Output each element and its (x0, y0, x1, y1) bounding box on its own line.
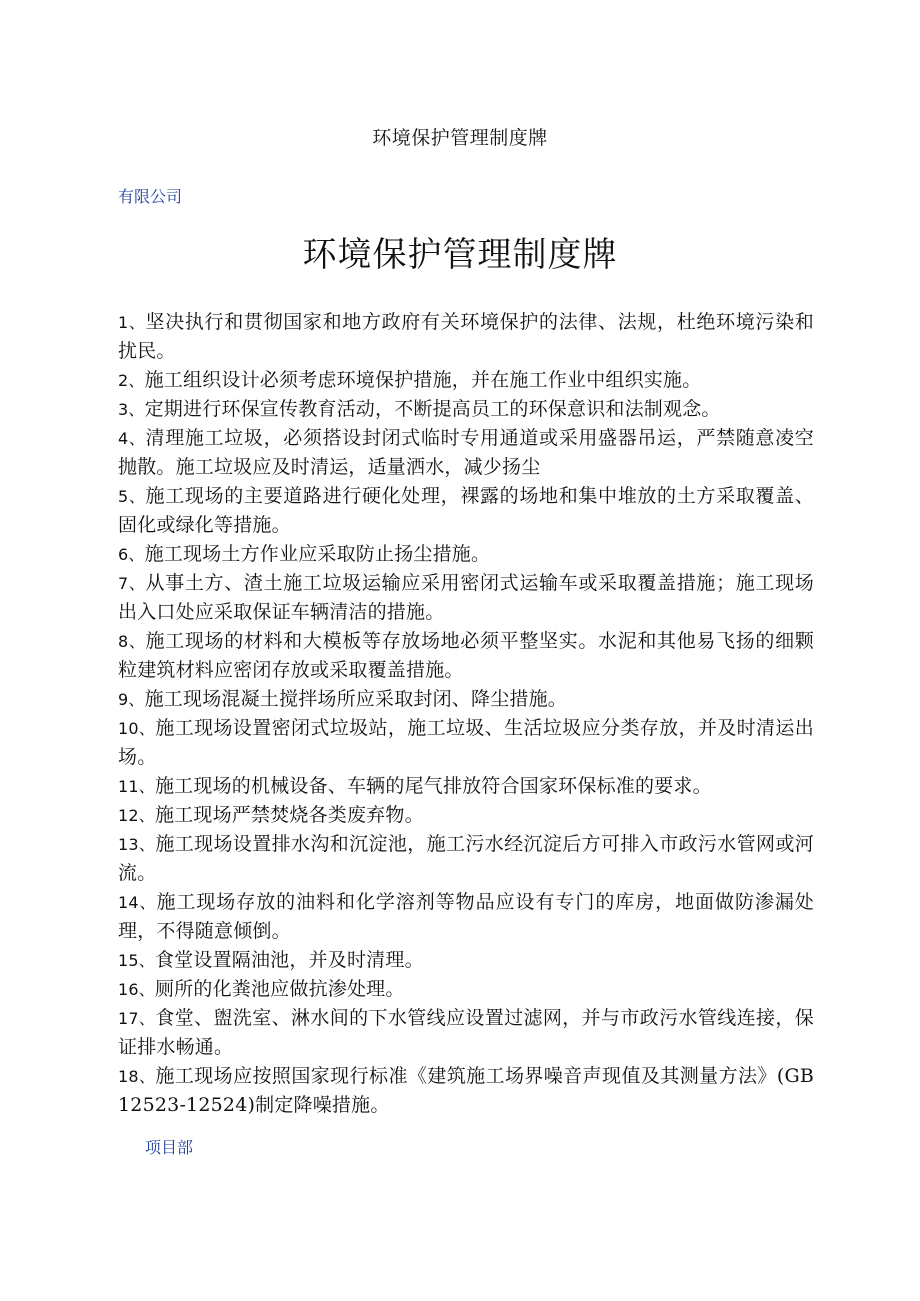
rule-text: 坚决执行和贯彻国家和地方政府有关环境保护的法律、法规，杜绝环境污染和扰民。 (118, 311, 814, 362)
rule-text: 施工现场土方作业应采取防止扬尘措施。 (144, 543, 491, 565)
rule-text: 食堂、盥洗室、淋水间的下水管线应设置过滤网，并与市政污水管线连接，保证排水畅通。 (118, 1007, 814, 1058)
rule-number: 4、 (118, 429, 146, 448)
rule-item-5 (118, 482, 814, 540)
rules-list (118, 308, 814, 1120)
rule-text: 施工现场设置排水沟和沉淀池，施工污水经沉淀后方可排入市政污水管网或河流。 (118, 833, 814, 884)
rule-number: 18、 (118, 1067, 156, 1086)
rule-text: 食堂设置隔油池，并及时清理。 (154, 949, 424, 971)
department-name: 项目部 (145, 1138, 194, 1157)
rule-number: 14、 (118, 893, 157, 912)
rule-text: 施工现场混凝土搅拌场所应采取封闭、降尘措施。 (144, 688, 567, 710)
document-header-title: 环境保护管理制度牌 (372, 127, 548, 149)
rule-item-3 (118, 395, 814, 424)
rule-text: 施工现场的机械设备、车辆的尾气排放符合国家环保标准的要求。 (154, 775, 712, 797)
rule-item-9 (118, 685, 814, 714)
rule-item-17 (118, 1004, 814, 1062)
rule-number: 2、 (118, 371, 145, 390)
rule-item-11 (118, 772, 814, 801)
rule-item-16 (118, 975, 814, 1004)
rule-text: 从事土方、渣土施工垃圾运输应采用密闭式运输车或采取覆盖措施；施工现场出入口处应采取保证车辆清洁的措施。 (118, 572, 814, 623)
rule-item-4 (118, 424, 814, 482)
rule-item-7 (118, 569, 814, 627)
rule-item-1 (118, 308, 814, 366)
rule-text: 厕所的化粪池应做抗渗处理。 (154, 978, 405, 1000)
rule-number: 6、 (118, 545, 145, 564)
rule-text: 定期进行环保宣传教育活动，不断提高员工的环保意识和法制观念。 (144, 398, 721, 420)
rule-text: 施工现场的主要道路进行硬化处理，裸露的场地和集中堆放的土方采取覆盖、固化或绿化等措施。 (118, 485, 814, 536)
rule-item-6 (118, 540, 814, 569)
rule-number: 1、 (118, 313, 146, 332)
rule-text: 施工现场应按照国家现行标准《建筑施工场界噪音声现值及其测量方法》(GB12523-12524)制定降噪措施。 (118, 1065, 814, 1116)
rule-text: 施工现场存放的油料和化学溶剂等物品应设有专门的库房，地面做防渗漏处理，不得随意倾倒。 (118, 891, 814, 942)
rule-text: 清理施工垃圾，必须搭设封闭式临时专用通道或采用盛器吊运，严禁随意凌空抛散。施工垃圾应及时清运，适量洒水，减少扬尘 (118, 427, 814, 478)
rule-item-15 (118, 946, 814, 975)
rule-number: 13、 (118, 835, 156, 854)
rule-text: 施工现场设置密闭式垃圾站，施工垃圾、生活垃圾应分类存放，并及时清运出场。 (118, 717, 814, 768)
main-title: 环境保护管理制度牌 (302, 235, 618, 275)
rule-item-18 (118, 1062, 814, 1120)
rule-item-13 (118, 830, 814, 888)
rule-number: 9、 (118, 690, 145, 709)
rule-number: 17、 (118, 1009, 156, 1028)
rule-item-2 (118, 366, 814, 395)
company-name: 有限公司 (118, 187, 183, 206)
rule-number: 5、 (118, 487, 146, 506)
rule-item-10 (118, 714, 814, 772)
rule-number: 12、 (118, 806, 155, 825)
rule-number: 3、 (118, 400, 145, 419)
rule-text: 施工组织设计必须考虑环境保护措施，并在施工作业中组织实施。 (144, 369, 702, 391)
rule-number: 10、 (118, 719, 156, 738)
rule-item-12 (118, 801, 814, 830)
rule-number: 15、 (118, 951, 155, 970)
rule-item-8 (118, 627, 814, 685)
rule-number: 11、 (118, 777, 155, 796)
rule-number: 7、 (118, 574, 146, 593)
rule-number: 8、 (118, 632, 146, 651)
rule-number: 16、 (118, 980, 155, 999)
rule-text: 施工现场严禁焚烧各类废弃物。 (154, 804, 424, 826)
rule-item-14 (118, 888, 814, 946)
rule-text: 施工现场的材料和大模板等存放场地必须平整坚实。水泥和其他易飞扬的细颗粒建筑材料应密闭存放或采取覆盖措施。 (118, 630, 814, 681)
